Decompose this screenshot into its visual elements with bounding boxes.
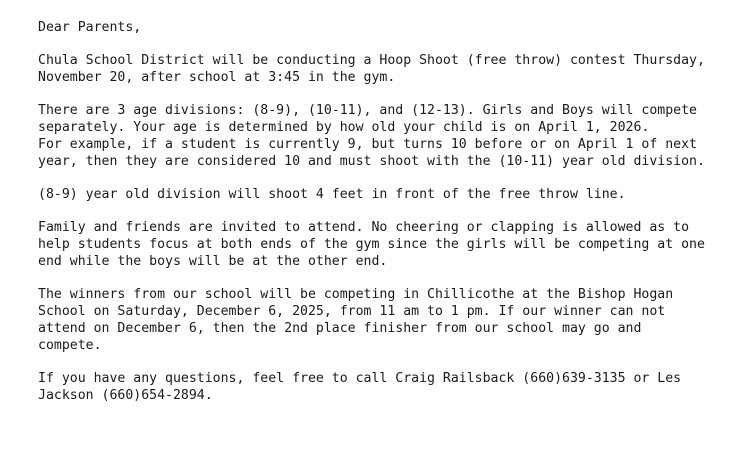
paragraph-shooting-distance: (8-9) year old division will shoot 4 feet in front of the free throw line.	[38, 187, 626, 202]
letter-greeting: Dear Parents,	[38, 20, 142, 35]
letter-body	[38, 19, 728, 420]
paragraph-contest-announcement: Chula School District will be conducting a Hoop Shoot (free throw) contest Thursday, November 20, after school at 3:45 in the gym.	[38, 53, 705, 85]
paragraph-winners-competition: The winners from our school will be competing in Chillicothe at the Bishop Hogan School on Saturday, December 6, 2025, from 11 am to 1 pm. If our winner can not attend on December 6, then the 2nd place finisher from our school may go and compete.	[38, 287, 674, 353]
paragraph-contact-info: If you have any questions, feel free to call Craig Railsback (660)639-3135 or Les Jackson (660)654-2894.	[38, 371, 682, 403]
paragraph-attendance-rules: Family and friends are invited to attend. No cheering or clapping is allowed as to help students focus at both ends of the gym since the girls will be competing at one end while the boys will be at the other end.	[38, 220, 705, 269]
paragraph-age-divisions: There are 3 age divisions: (8-9), (10-11), and (12-13). Girls and Boys will compete separately. Your age is determined by how old your child is on April 1, 2026. For example, if a student is currently 9, but turns 10 before or on April 1 of next year, then they are considered 10 and must shoot with the (10-11) year old division.	[38, 103, 705, 169]
